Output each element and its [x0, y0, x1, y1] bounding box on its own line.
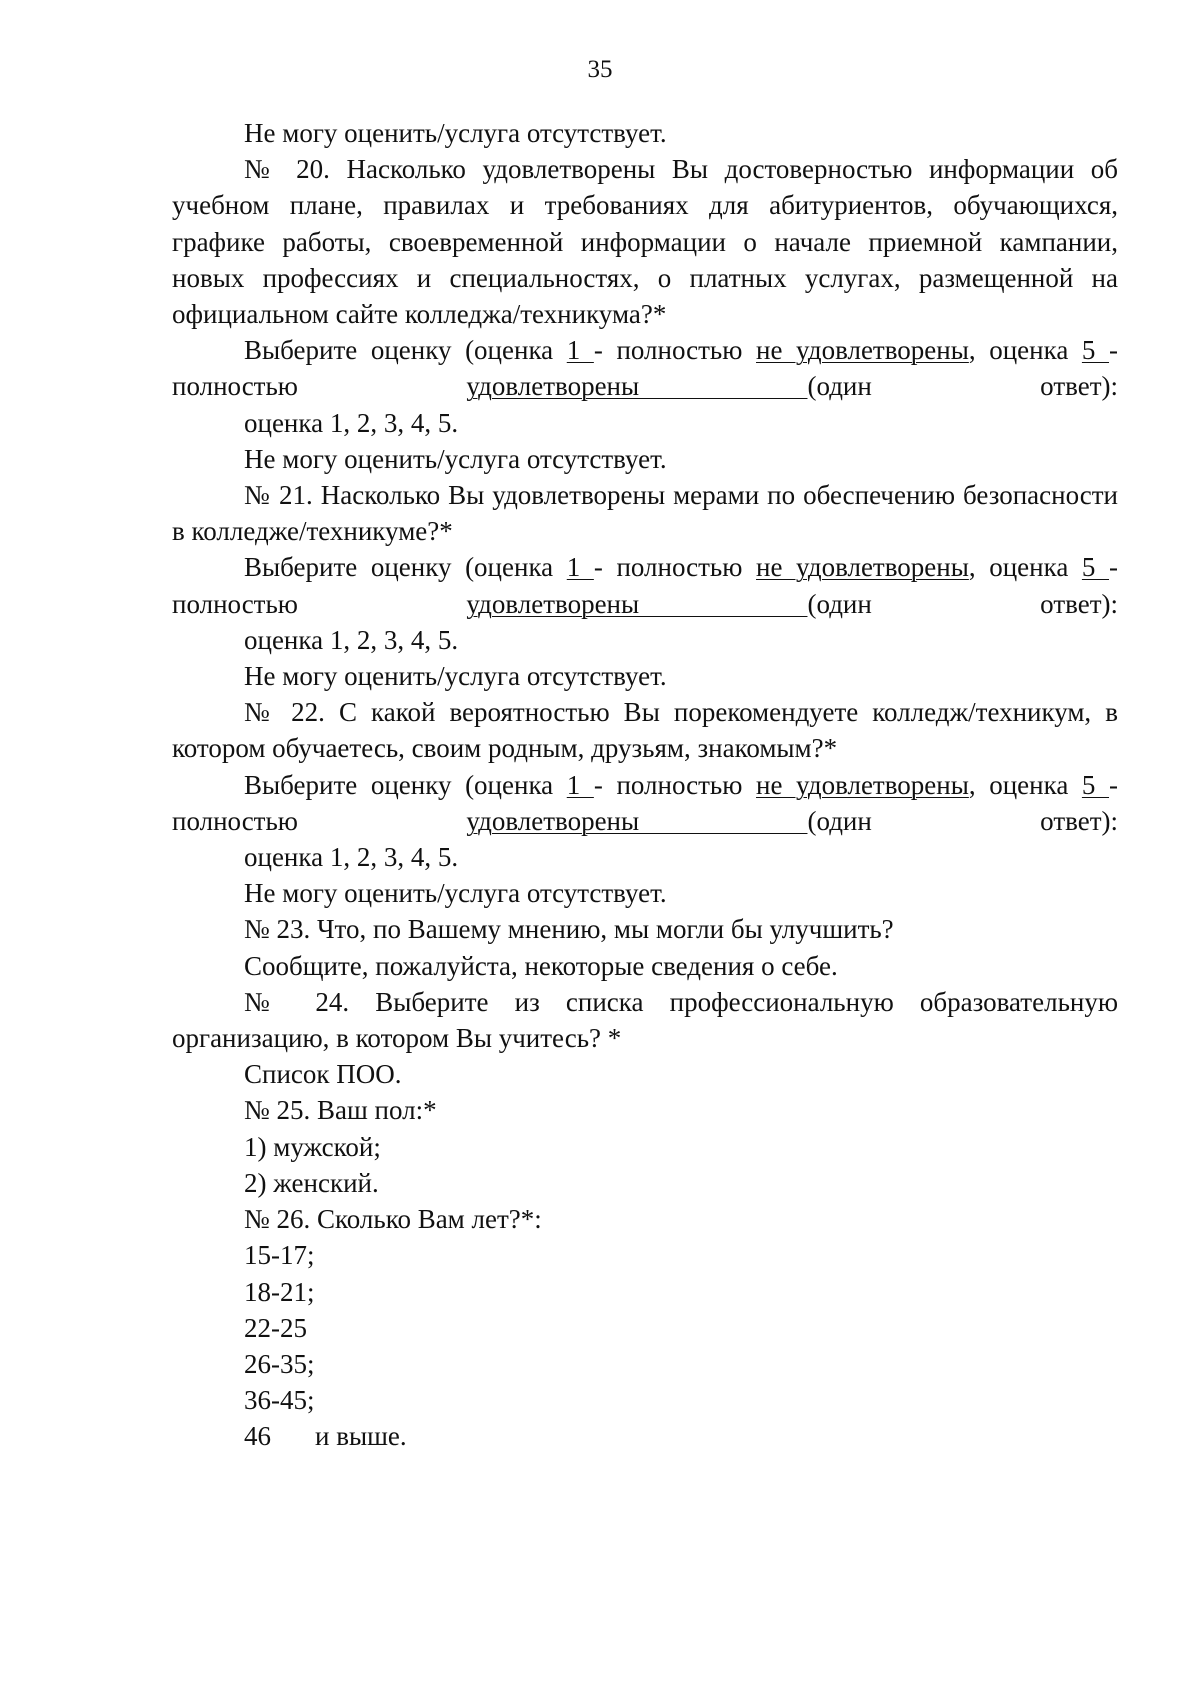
rating-instruction: Выберите оценку (оценка 1 - полностью не удовлетворены, оценка 5 - полностью удовлетворены (один ответ): — [172, 335, 1119, 402]
rating-options: оценка 1, 2, 3, 4, 5. — [244, 842, 459, 873]
rating-instruction: Выберите оценку (оценка 1 - полностью не удовлетворены, оценка 5 - полностью удовлетворены (один ответ): — [172, 552, 1119, 619]
answer-option: 15-17; — [244, 1240, 315, 1271]
paragraph: Не могу оценить/услуга отсутствует. — [244, 118, 667, 148]
no-answer-option: Не могу оценить/услуга отсутствует. — [244, 878, 667, 909]
question-26: № 26. Сколько Вам лет?*: — [244, 1204, 542, 1235]
no-answer-option: Не могу оценить/услуга отсутствует. — [244, 661, 667, 692]
rating-options: оценка 1, 2, 3, 4, 5. — [244, 624, 459, 655]
document-body — [172, 115, 1118, 1455]
rating-options: оценка 1, 2, 3, 4, 5. — [244, 407, 459, 438]
answer-option: 22-25 — [244, 1312, 307, 1343]
answer-option: 18-21; — [244, 1276, 315, 1307]
section-intro: Сообщите, пожалуйста, некоторые сведения о себе. — [244, 950, 838, 981]
question-20: № 20. Насколько удовлетворены Вы достоверностью информации об учебном плане, правилах и требованиях для абитуриентов, обучающихся, графике работы, своевременной информации о начале приемной кампании, новых профессиях и специальностях, о платных услугах, размещенной на официальном сайте колледжа/техникума?* — [172, 154, 1118, 330]
answer-option: 26-35; — [244, 1348, 315, 1379]
answer-option: Список ПОО. — [244, 1059, 402, 1090]
question-22: № 22. С какой вероятностью Вы порекомендуете колледж/техникум, в котором обучаетесь, своим родным, друзьям, знакомым?* — [172, 697, 1118, 764]
answer-option: 2) женский. — [244, 1167, 379, 1198]
rating-instruction: Выберите оценку (оценка 1 - полностью не удовлетворены, оценка 5 - полностью удовлетворены (один ответ): — [172, 769, 1119, 836]
question-25: № 25. Ваш пол:* — [244, 1095, 437, 1126]
question-21: № 21. Насколько Вы удовлетворены мерами по обеспечению безопасности в колледже/техникуме?* — [172, 480, 1118, 547]
answer-option: 36-45; — [244, 1385, 315, 1416]
answer-option: 1) мужской; — [244, 1131, 381, 1162]
question-24: № 24. Выберите из списка профессиональную образовательную организацию, в котором Вы учитесь? * — [172, 986, 1118, 1054]
page-number: 35 — [587, 56, 613, 83]
answer-option: 46 и выше. — [244, 1421, 407, 1452]
no-answer-option: Не могу оценить/услуга отсутствует. — [244, 443, 667, 474]
question-23: № 23. Что, по Вашему мнению, мы могли бы улучшить? — [244, 914, 894, 945]
